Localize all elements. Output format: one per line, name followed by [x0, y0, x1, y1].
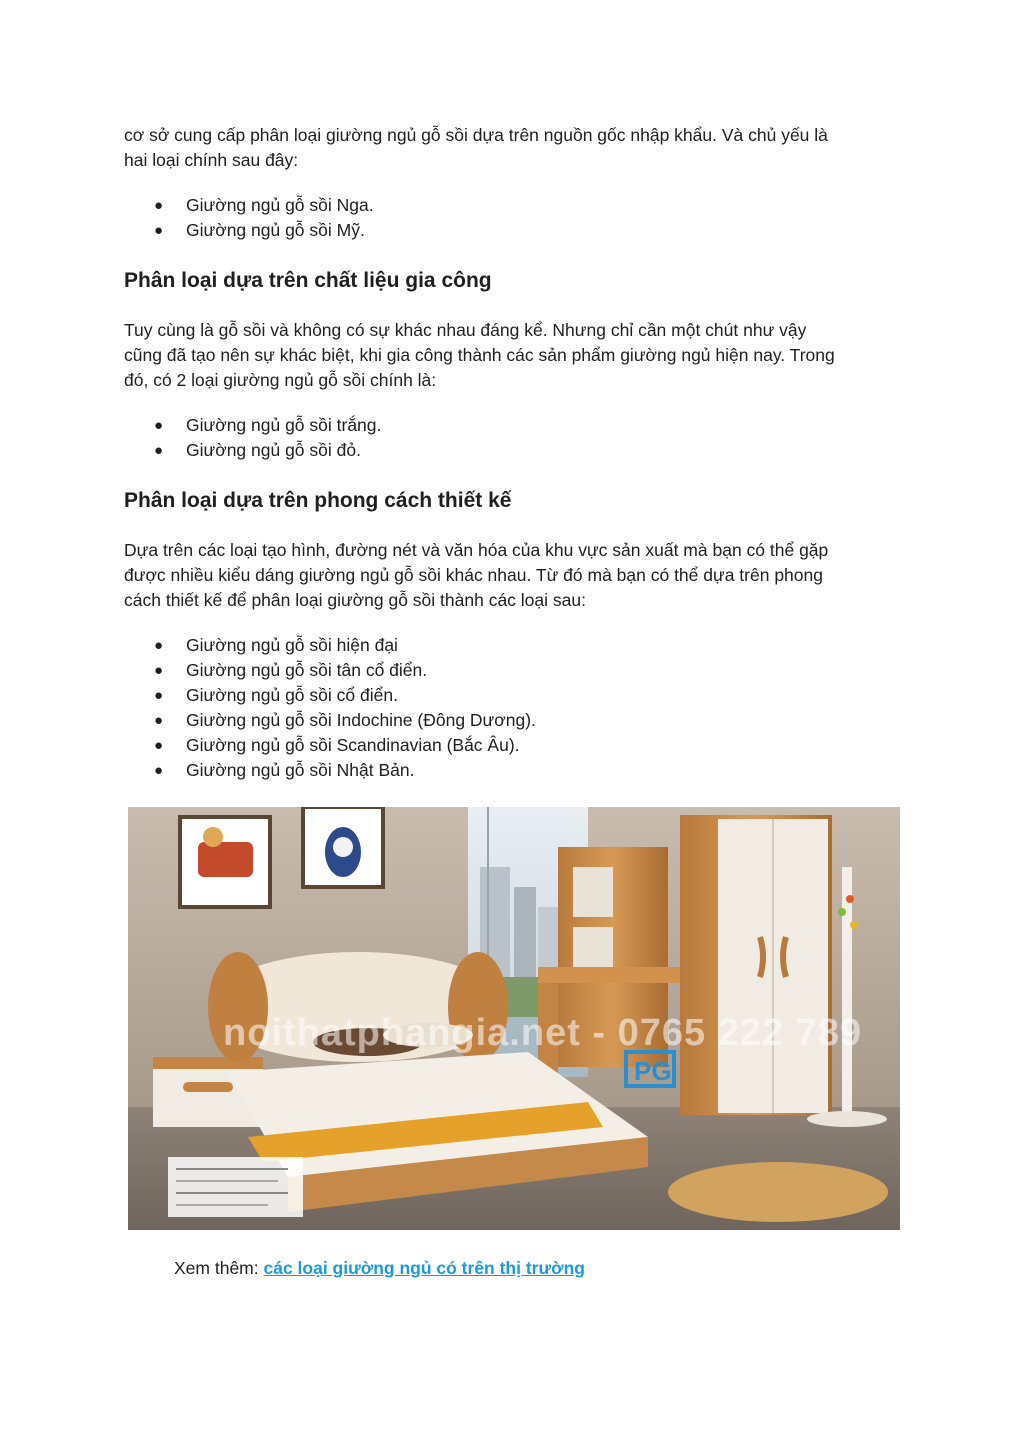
intro-line-2: hai loại chính sau đây:: [124, 150, 299, 170]
intro-line-1: cơ sở cung cấp phân loại giường ngủ gỗ sồi dựa trên nguồn gốc nhập khẩu. Và chủ yếu là: [124, 125, 828, 145]
list-item: ● Giường ngủ gỗ sồi Indochine (Đông Dương).: [124, 708, 900, 733]
list-item: ● Giường ngủ gỗ sồi tân cổ điển.: [124, 658, 900, 683]
origin-list: [124, 193, 900, 243]
bullet-icon: ●: [154, 417, 164, 434]
list-item: ● Giường ngủ gỗ sồi đỏ.: [124, 438, 900, 463]
bullet-icon: ●: [154, 662, 164, 679]
section-material-line-3: đó, có 2 loại giường ngủ gỗ sồi chính là:: [124, 370, 437, 390]
section-heading-style: Phân loại dựa trên phong cách thiết kế: [124, 489, 512, 512]
list-item: ● Giường ngủ gỗ sồi Nga.: [124, 193, 900, 218]
bullet-icon: ●: [154, 197, 164, 214]
svg-text:PG: PG: [634, 1056, 672, 1086]
section-style-line-3: cách thiết kế để phân loại giường gỗ sồi thành các loại sau:: [124, 590, 586, 610]
list-item: ● Giường ngủ gỗ sồi Scandinavian (Bắc Âu).: [124, 733, 900, 758]
see-more-prefix: Xem thêm:: [174, 1258, 264, 1278]
see-more: [174, 1256, 585, 1281]
section-material-line-1: Tuy cùng là gỗ sồi và không có sự khác nhau đáng kể. Nhưng chỉ cần một chút như vậy: [124, 320, 807, 340]
bullet-icon: ●: [154, 687, 164, 704]
section-material-line-2: cũng đã tạo nên sự khác biệt, khi gia công thành các sản phẩm giường ngủ hiện nay. Trong: [124, 345, 835, 365]
list-item: ● Giường ngủ gỗ sồi Mỹ.: [124, 218, 900, 243]
section-style-line-1: Dựa trên các loại tạo hình, đường nét và văn hóa của khu vực sản xuất mà bạn có thể gặp: [124, 540, 829, 560]
see-more-link[interactable]: các loại giường ngủ có trên thị trường: [263, 1258, 585, 1278]
section-style-line-2: được nhiều kiểu dáng giường ngủ gỗ sồi khác nhau. Từ đó mà bạn có thể dựa trên phong: [124, 565, 823, 585]
list-item: ● Giường ngủ gỗ sồi hiện đại: [124, 633, 900, 658]
list-item: ● Giường ngủ gỗ sồi trắng.: [124, 413, 900, 438]
section-heading-material: Phân loại dựa trên chất liệu gia công: [124, 269, 492, 292]
bedroom-photo: [128, 807, 900, 1230]
material-list: [124, 413, 900, 463]
spec-label: [168, 1157, 303, 1217]
list-item: ● Giường ngủ gỗ sồi Nhật Bản.: [124, 758, 900, 783]
bullet-icon: ●: [154, 637, 164, 654]
bullet-icon: ●: [154, 712, 164, 729]
bullet-icon: ●: [154, 762, 164, 779]
style-list: [124, 633, 900, 783]
bullet-icon: ●: [154, 442, 164, 459]
bullet-icon: ●: [154, 737, 164, 754]
photo-watermark: noithatphangia.net - 0765 222 789: [223, 1012, 863, 1054]
list-item: ● Giường ngủ gỗ sồi cổ điển.: [124, 683, 900, 708]
rug: [668, 1162, 888, 1222]
bullet-icon: ●: [154, 222, 164, 239]
